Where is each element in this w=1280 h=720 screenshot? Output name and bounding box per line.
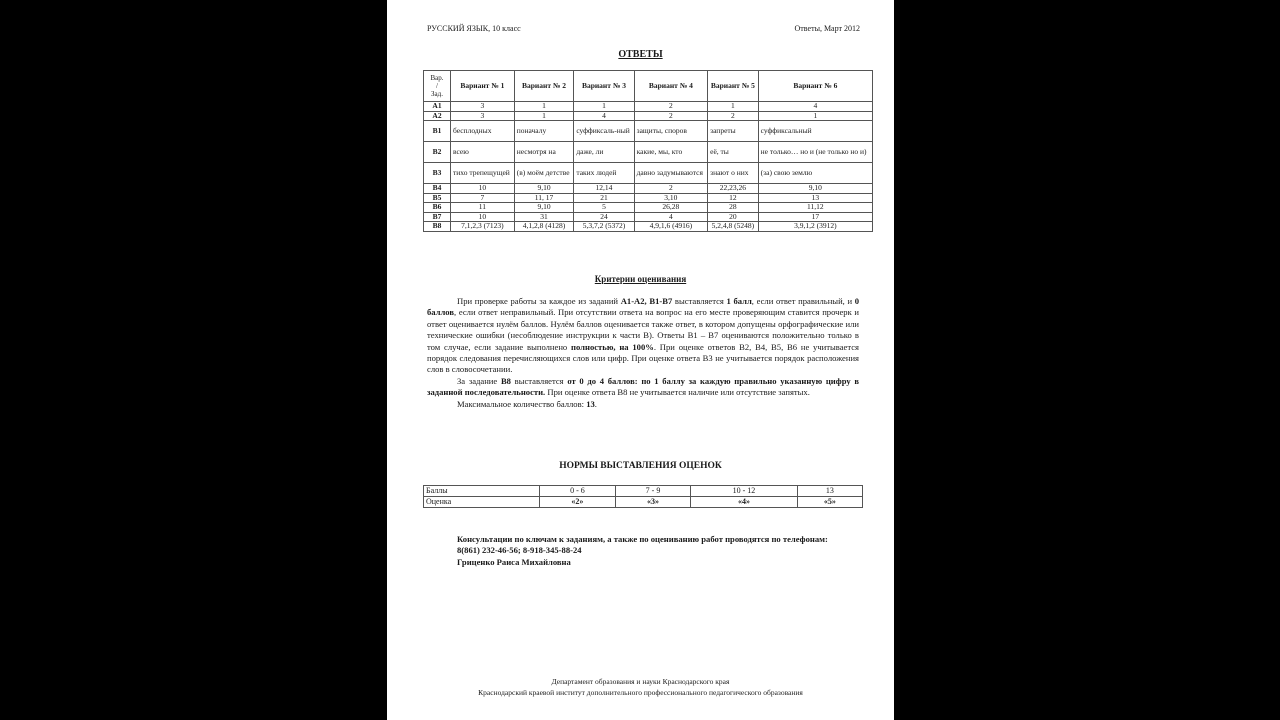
corner-line-2: /: [436, 82, 438, 90]
answer-cell: 2: [634, 184, 708, 194]
answers-row: [424, 163, 873, 184]
header-date: Ответы, Март 2012: [794, 24, 860, 33]
answer-cell: 13: [758, 193, 872, 203]
answer-cell: суффиксальный: [758, 121, 872, 142]
answer-cell: 1: [708, 102, 759, 112]
task-label: А1: [424, 102, 451, 112]
answer-cell: 5,2,4,8 (5248): [708, 222, 759, 232]
criteria-title: Критерии оценивания: [594, 274, 687, 284]
answer-cell: защиты, споров: [634, 121, 708, 142]
answer-cell: 3,9,1,2 (3912): [758, 222, 872, 232]
answer-cell: 1: [758, 111, 872, 121]
bold-span: А1-А2, В1-В7: [620, 296, 673, 306]
answer-cell: не только… но и (не только но и): [758, 142, 872, 163]
answer-cell: 7: [451, 193, 515, 203]
task-label: В1: [424, 121, 451, 142]
answer-cell: знают о них: [708, 163, 759, 184]
answers-row: [424, 111, 873, 121]
page-footer: [387, 676, 894, 698]
answer-cell: 9,10: [514, 203, 574, 213]
answer-cell: 21: [574, 193, 634, 203]
answer-cell: 3: [451, 111, 515, 121]
consultation-block: [427, 534, 859, 568]
answer-cell: поначалу: [514, 121, 574, 142]
norms-grade-cell: «5»: [797, 497, 862, 508]
answer-cell: 1: [514, 102, 574, 112]
corner-line-3: Зад.: [431, 90, 443, 98]
variant-header: Вариант № 1: [451, 71, 515, 102]
answer-cell: 4,9,1,6 (4916): [634, 222, 708, 232]
text-span: При оценке ответа В8 не учитывается наличие или отсутствие запятых.: [545, 387, 810, 398]
answers-row: [424, 102, 873, 112]
task-label: В7: [424, 212, 451, 222]
answer-cell: 1: [574, 102, 634, 112]
answer-cell: 11: [451, 203, 515, 213]
bold-span: от 0 до 4 баллов: по 1 баллу за каждую правильно указанную цифру в заданной последовательности.: [427, 375, 860, 398]
norms-points-cell: 7 - 9: [615, 486, 691, 497]
norms-table: [423, 485, 863, 508]
variant-header: Вариант № 3: [574, 71, 634, 102]
answer-cell: (за) свою землю: [758, 163, 872, 184]
consultation-person: Гриценко Раиса Михайловна: [457, 556, 571, 567]
bold-span: 0 баллов: [427, 296, 860, 318]
answer-cell: 1: [514, 111, 574, 121]
answer-cell: давно задумываются: [634, 163, 708, 184]
criteria-paragraph-1: [427, 296, 859, 376]
text-span: выставляется: [672, 296, 727, 306]
answer-cell: запреты: [708, 121, 759, 142]
norms-grades-label: Оценка: [424, 497, 540, 508]
answer-cell: 12,14: [574, 184, 634, 194]
answers-row: [424, 142, 873, 163]
answers-header-row: [424, 71, 873, 102]
answer-cell: 4: [574, 111, 634, 121]
text-span: выставляется: [510, 375, 568, 386]
text-span: .: [594, 398, 597, 409]
answer-cell: 9,10: [514, 184, 574, 194]
variant-header: Вариант № 6: [758, 71, 872, 102]
answer-cell: 11, 17: [514, 193, 574, 203]
answer-cell: 11,12: [758, 203, 872, 213]
answers-title: ОТВЕТЫ: [618, 49, 663, 60]
norms-points-cell: 0 - 6: [540, 486, 616, 497]
answers-row: [424, 184, 873, 194]
answer-cell: 4: [634, 212, 708, 222]
answer-cell: 31: [514, 212, 574, 222]
answers-table: [423, 70, 873, 232]
variant-header: Вариант № 5: [708, 71, 759, 102]
variant-header: Вариант № 2: [514, 71, 574, 102]
task-label: В2: [424, 142, 451, 163]
corner-line-1: Вар.: [430, 74, 444, 82]
answer-cell: всею: [451, 142, 515, 163]
answer-cell: 24: [574, 212, 634, 222]
answer-cell: 17: [758, 212, 872, 222]
bold-span: 13: [586, 398, 595, 409]
answer-cell: 20: [708, 212, 759, 222]
bold-span: 1 балл: [726, 296, 752, 306]
answer-cell: 10: [451, 212, 515, 222]
footer-line-1: Департамент образования и науки Краснодарского края: [551, 677, 730, 686]
answer-cell: 9,10: [758, 184, 872, 194]
text-span: За задание: [457, 375, 501, 386]
answer-cell: даже, ли: [574, 142, 634, 163]
header-subject: РУССКИЙ ЯЗЫК, 10 класс: [427, 24, 521, 33]
answer-cell: 26,28: [634, 203, 708, 213]
answer-cell: 12: [708, 193, 759, 203]
answers-row: [424, 222, 873, 232]
answer-cell: бесплодных: [451, 121, 515, 142]
answer-cell: 28: [708, 203, 759, 213]
answer-cell: 10: [451, 184, 515, 194]
answer-cell: 22,23,26: [708, 184, 759, 194]
norms-points-row: [424, 486, 863, 497]
norms-points-cell: 10 - 12: [691, 486, 797, 497]
task-label: В8: [424, 222, 451, 232]
consultation-phones: 8(861) 232-46-56; 8-918-345-88-24: [457, 545, 582, 556]
text-span: . При оценке ответов В2, В4, В5, В6 не учитывается порядок следования перечисляющихся слов или цифр. При оценке ответа В3 не учитывается порядок расположения слов в словосочетании.: [427, 341, 860, 375]
answers-row: [424, 121, 873, 142]
answer-cell: таких людей: [574, 163, 634, 184]
norms-grade-cell: «2»: [540, 497, 616, 508]
answer-cell: её, ты: [708, 142, 759, 163]
answer-cell: 7,1,2,3 (7123): [451, 222, 515, 232]
norms-points-label: Баллы: [424, 486, 540, 497]
document-page: [387, 0, 894, 720]
answer-cell: несмотря на: [514, 142, 574, 163]
consultation-text: Консультации по ключам к заданиям, а также по оцениванию работ проводятся по телефонам:: [457, 534, 828, 544]
answer-cell: 4: [758, 102, 872, 112]
answers-row: [424, 203, 873, 213]
task-label: В5: [424, 193, 451, 203]
answer-cell: 2: [634, 102, 708, 112]
text-span: Максимальное количество баллов:: [457, 398, 587, 409]
answer-cell: 5,3,7,2 (5372): [574, 222, 634, 232]
answer-cell: 4,1,2,8 (4128): [514, 222, 574, 232]
norms-grades-row: [424, 497, 863, 508]
text-span: , если ответ неправильный. При отсутствии ответа на вопрос на его месте проверяющим ставится прочерк и ответ оценивается нулём баллов. Нулём баллов оценивается также ответ, в котором допущены орфографические или технические ошибки (несоблюдение инструкции к части В). Ответы В1 – В7 оцениваются положительно только в том случае, если задание выполнено: [427, 307, 859, 352]
answer-cell: 3: [451, 102, 515, 112]
norms-title: НОРМЫ ВЫСТАВЛЕНИЯ ОЦЕНОК: [559, 461, 722, 471]
norms-grade-cell: «3»: [615, 497, 691, 508]
answer-cell: 2: [708, 111, 759, 121]
answer-cell: 3,10: [634, 193, 708, 203]
norms-grade-cell: «4»: [691, 497, 797, 508]
bold-span: В8: [500, 375, 511, 386]
answer-cell: тихо трепещущей: [451, 163, 515, 184]
text-span: , если ответ правильный, и: [751, 296, 855, 306]
task-label: В3: [424, 163, 451, 184]
answer-cell: 2: [634, 111, 708, 121]
task-label: В6: [424, 203, 451, 213]
criteria-text: [427, 296, 859, 410]
task-label: А2: [424, 111, 451, 121]
answer-cell: суффиксаль-ный: [574, 121, 634, 142]
footer-line-2: Краснодарский краевой институт дополнительного профессионального педагогического образования: [478, 688, 803, 697]
criteria-paragraph-2: [427, 376, 859, 399]
corner-cell: [424, 71, 451, 102]
answer-cell: (в) моём детстве: [514, 163, 574, 184]
bold-span: полностью, на 100%: [571, 341, 654, 352]
norms-points-cell: 13: [797, 486, 862, 497]
task-label: В4: [424, 184, 451, 194]
answer-cell: 5: [574, 203, 634, 213]
text-span: При проверке работы за каждое из заданий: [457, 296, 621, 306]
variant-header: Вариант № 4: [634, 71, 708, 102]
answer-cell: какие, мы, кто: [634, 142, 708, 163]
criteria-paragraph-3: [427, 399, 859, 410]
answers-row: [424, 193, 873, 203]
